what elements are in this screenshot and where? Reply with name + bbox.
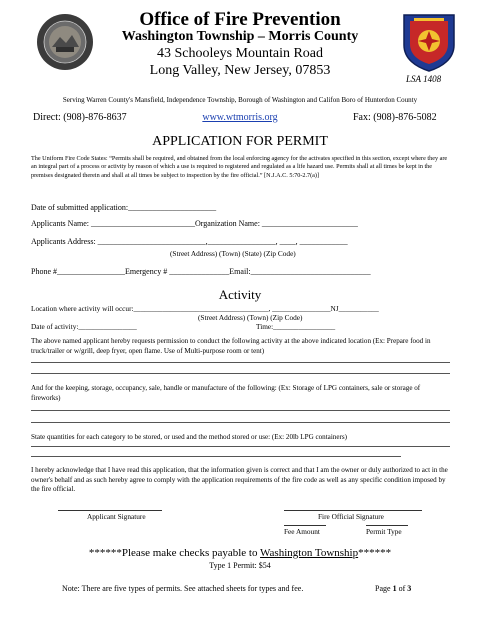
permit-type-label: Permit Type [366,527,402,536]
checks-prefix: ******Please make checks payable to [88,547,261,559]
lsa-number: LSA 1408 [406,74,442,84]
direct-phone: Direct: (908)-876-8637 [33,112,127,123]
activity-heading: Activity [218,287,262,302]
applicant-address-field[interactable]: Applicants Address: ___________________________,_________________, ____, ____________ [31,237,348,246]
official-signature-line[interactable] [284,510,422,511]
activity-location-field[interactable]: Location where activity will occur:_____________________________________, ________________NJ___________ [31,304,379,313]
location-sub-labels: (Street Address) (Town) (Zip Code) [198,313,303,322]
answer-line[interactable] [31,373,450,374]
checks-payee: Washington Township [260,547,359,559]
checks-suffix: ****** [358,547,392,559]
activity-time-field[interactable]: Time:_________________ [256,322,336,331]
quantities-paragraph: State quantities for each category to be stored, or used and the method stored or use: (Ex: 20lb LPG containers) [31,433,347,441]
answer-line[interactable] [31,362,450,363]
page-prefix: Page [375,584,393,593]
checks-payable-notice [0,547,480,559]
keeping-paragraph: And for the keeping, storage, occupancy, sale, handle or manufacture of the following: (Ex: Storage of LPG containers, sale or storage of fireworks) [31,384,421,402]
fee-amount-label: Fee Amount [284,527,320,536]
fee-amount-line[interactable] [284,525,326,526]
office-title: Office of Fire Prevention [139,9,341,30]
fax-number: Fax: (908)-876-5082 [353,112,437,123]
city-address: Long Valley, New Jersey, 07853 [149,63,331,78]
type1-permit-fee: Type 1 Permit: $54 [209,561,271,570]
township-name: Washington Township – Morris County [121,29,359,44]
answer-line[interactable] [31,422,450,423]
conduct-paragraph: The above named applicant hereby requests permission to conduct the following activity at the above indicated location (Ex: Prepare food in truck/trailer or w/grill, deep fryer, open flame. Use of Multi-purpose room or tent) [31,337,431,355]
date-submitted-field[interactable]: Date of submitted application:______________________ [31,203,217,212]
street-address: 43 Schooleys Mountain Road [156,46,324,61]
page-number [375,584,411,593]
page-current: 1 [392,584,397,593]
service-area-text: Serving Warren County's Mansfield, Independence Township, Borough of Washington and Califon Boro of Hunterdon County [62,96,418,104]
address-sub-labels: (Street Address) (Town) (State) (Zip Code) [170,249,296,258]
answer-line[interactable] [31,456,401,457]
answer-line[interactable] [31,446,450,447]
permit-types-note: Note: There are five types of permits. See attached sheets for types and fee. [62,584,304,593]
activity-date-field[interactable]: Date of activity:________________ [31,322,137,331]
page-of: of [396,584,408,593]
fire-code-intro: The Uniform Fire Code States: “Permits shall be required, and obtained from the local enforcing agency for the activates specified in this section, except where they are an integral part of a process or activity by reason of which a use is required to registered and regulated as a life hazard use. Permits shall at all times be kept in the premises designated therein and shall at all times be subject to inspection by the fire official.” [N.J.A.C. 5:70-2.7(a)] [31,155,448,179]
applicant-organization-field[interactable]: Applicants Name: __________________________Organization Name: ________________________ [31,219,358,228]
page-total: 3 [407,584,412,593]
answer-line[interactable] [31,410,450,411]
website-link[interactable]: www.wtmorris.org [202,112,278,123]
permit-type-line[interactable] [366,525,408,526]
official-signature-label: Fire Official Signature [318,512,384,521]
phone-emergency-email-field[interactable]: Phone #_________________Emergency # _______________Email:______________________________ [31,267,371,276]
applicant-signature-line[interactable] [58,510,162,511]
form-title: APPLICATION FOR PERMIT [152,134,328,149]
acknowledgement-paragraph: I hereby acknowledge that I have read this application, that the information given is correct and that I am the owner or duly authorized to act in the owner's behalf and as such hereby agree to comply with the application requirements of the fire code as well as any specific condition imposed by the fire official. [31,466,448,494]
applicant-signature-label: Applicant Signature [87,512,146,521]
